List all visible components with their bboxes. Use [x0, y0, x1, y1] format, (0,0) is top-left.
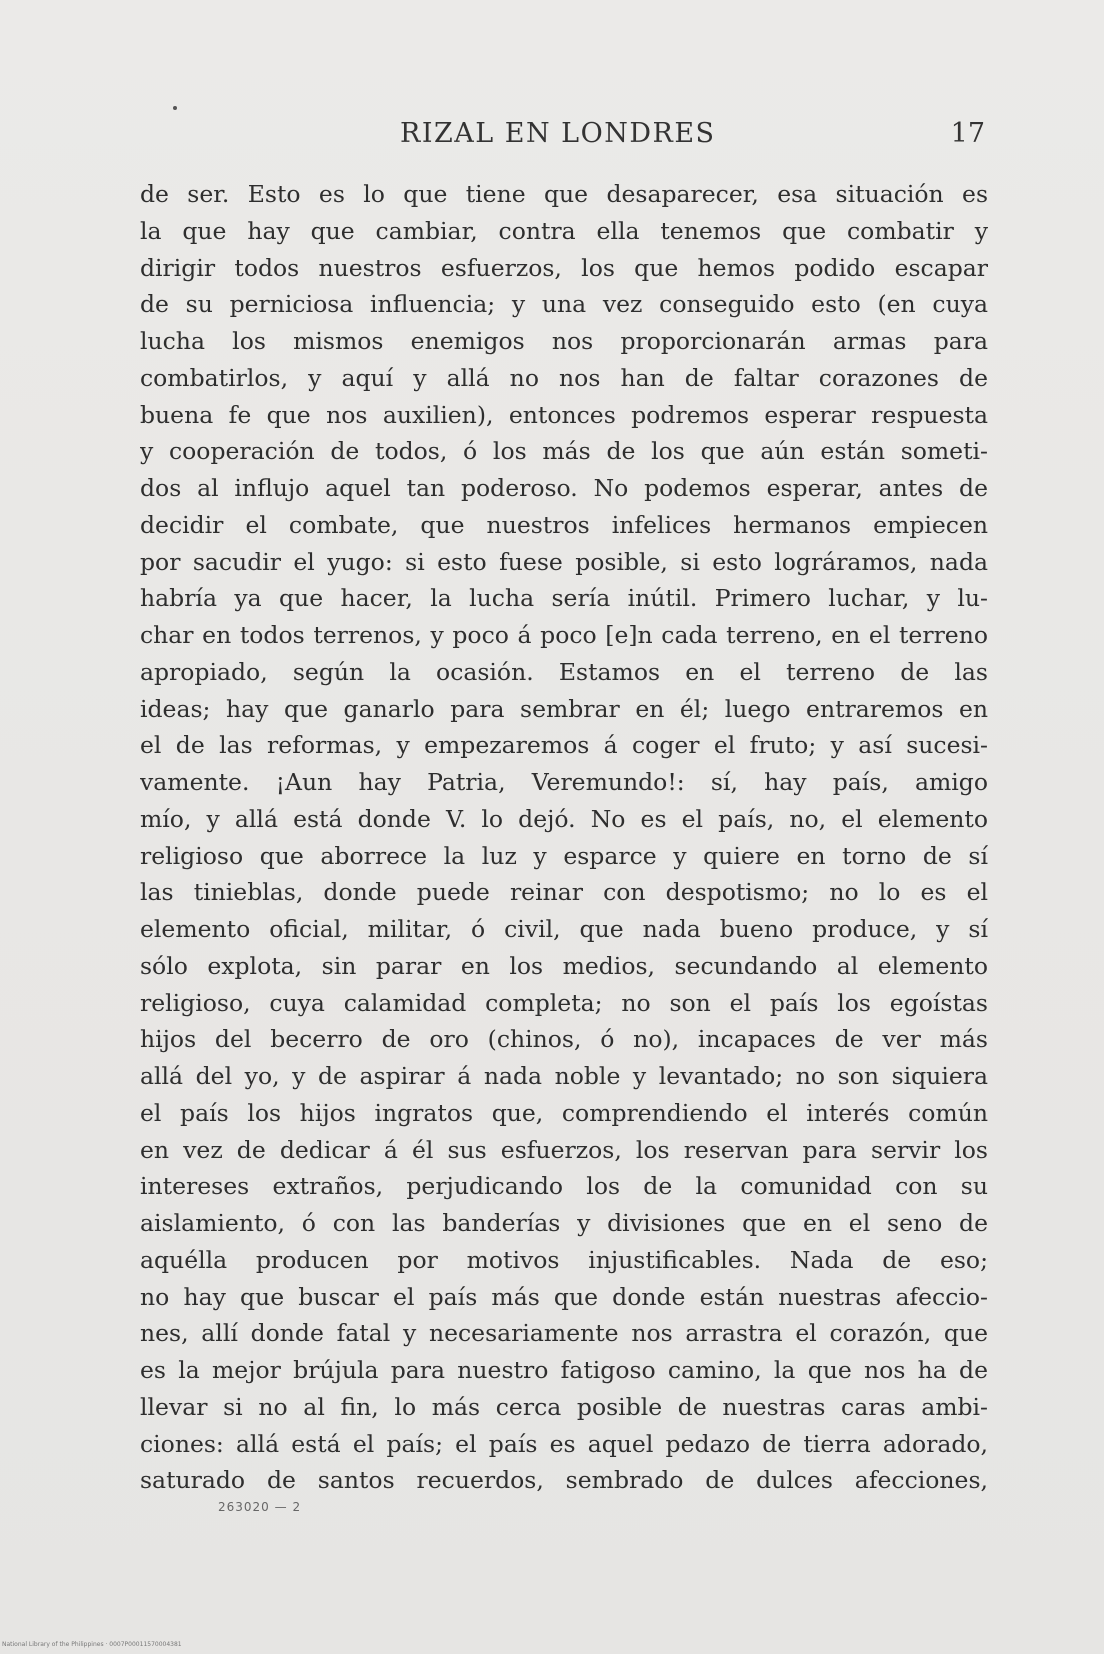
- text-line: de su perniciosa influencia; y una vez conseguido esto (en cuya: [140, 290, 988, 319]
- ink-speck: [173, 106, 177, 110]
- text-line: combatirlos, y aquí y allá no nos han de faltar corazones de: [140, 363, 988, 392]
- text-line: dirigir todos nuestros esfuerzos, los que hemos podido escapar: [140, 253, 988, 282]
- text-line: la que hay que cambiar, contra ella tenemos que combatir y: [140, 216, 988, 245]
- text-line: el país los hijos ingratos que, comprendiendo el interés común: [140, 1098, 988, 1127]
- page-number: 17: [950, 118, 985, 149]
- running-header: [140, 118, 985, 158]
- text-line: el de las reformas, y empezaremos á coger el fruto; y así sucesi-: [140, 731, 988, 760]
- footer-credit: National Library of the Philippines · 0007P00011570004381: [2, 1641, 182, 1648]
- text-line: vamente. ¡Aun hay Patria, Veremundo!: sí, hay país, amigo: [140, 768, 988, 796]
- text-line: en vez de dedicar á él sus esfuerzos, los reservan para servir los: [140, 1135, 988, 1164]
- text-line: religioso, cuya calamidad completa; no son el país los egoístas: [140, 988, 988, 1017]
- text-line: las tinieblas, donde puede reinar con despotismo; no lo es el: [140, 878, 988, 907]
- text-line: elemento oficial, militar, ó civil, que nada bueno produce, y sí: [140, 915, 988, 943]
- text-line: nes, allí donde fatal y necesariamente nos arrastra el corazón, que: [140, 1319, 988, 1348]
- text-line: de ser. Esto es lo que tiene que desaparecer, esa situación es: [140, 180, 988, 208]
- text-line: por sacudir el yugo: si esto fuese posible, si esto lográramos, nada: [140, 547, 988, 576]
- text-line: es la mejor brújula para nuestro fatigoso camino, la que nos ha de: [140, 1356, 988, 1384]
- text-line: intereses extraños, perjudicando los de la comunidad con su: [140, 1172, 988, 1201]
- text-line: saturado de santos recuerdos, sembrado de dulces afecciones,: [140, 1466, 988, 1495]
- text-line: char en todos terrenos, y poco á poco [e]n cada terreno, en el terreno: [140, 621, 988, 649]
- text-line: apropiado, según la ocasión. Estamos en el terreno de las: [140, 657, 988, 686]
- text-line: sólo explota, sin parar en los medios, secundando al elemento: [140, 951, 988, 980]
- body-text: [140, 176, 988, 1499]
- text-line: y cooperación de todos, ó los más de los que aún están someti-: [140, 437, 988, 466]
- text-line: hijos del becerro de oro (chinos, ó no), incapaces de ver más: [140, 1025, 988, 1054]
- text-line: ideas; hay que ganarlo para sembrar en él; luego entraremos en: [140, 694, 988, 723]
- text-line: aquélla producen por motivos injustificables. Nada de eso;: [140, 1245, 988, 1274]
- text-line: lucha los mismos enemigos nos proporcionarán armas para: [140, 327, 988, 355]
- text-line: llevar si no al fin, lo más cerca posible de nuestras caras ambi-: [140, 1392, 988, 1421]
- text-line: dos al influjo aquel tan poderoso. No podemos esperar, antes de: [140, 474, 988, 502]
- text-line: religioso que aborrece la luz y esparce y quiere en torno de sí: [140, 841, 988, 870]
- text-line: allá del yo, y de aspirar á nada noble y levantado; no son siquiera: [140, 1062, 988, 1090]
- text-line: ciones: allá está el país; el país es aquel pedazo de tierra adorado,: [140, 1429, 988, 1458]
- running-title: RIZAL EN LONDRES: [400, 118, 716, 149]
- text-line: aislamiento, ó con las banderías y divisiones que en el seno de: [140, 1209, 988, 1237]
- signature-mark: 263020 — 2: [218, 1500, 302, 1514]
- text-line: habría ya que hacer, la lucha sería inútil. Primero luchar, y lu-: [140, 584, 988, 613]
- text-line: buena fe que nos auxilien), entonces podremos esperar respuesta: [140, 400, 988, 429]
- text-line: mío, y allá está donde V. lo dejó. No es el país, no, el elemento: [140, 804, 988, 833]
- text-line: decidir el combate, que nuestros infelices hermanos empiecen: [140, 510, 988, 539]
- text-line: no hay que buscar el país más que donde están nuestras afeccio-: [140, 1282, 988, 1311]
